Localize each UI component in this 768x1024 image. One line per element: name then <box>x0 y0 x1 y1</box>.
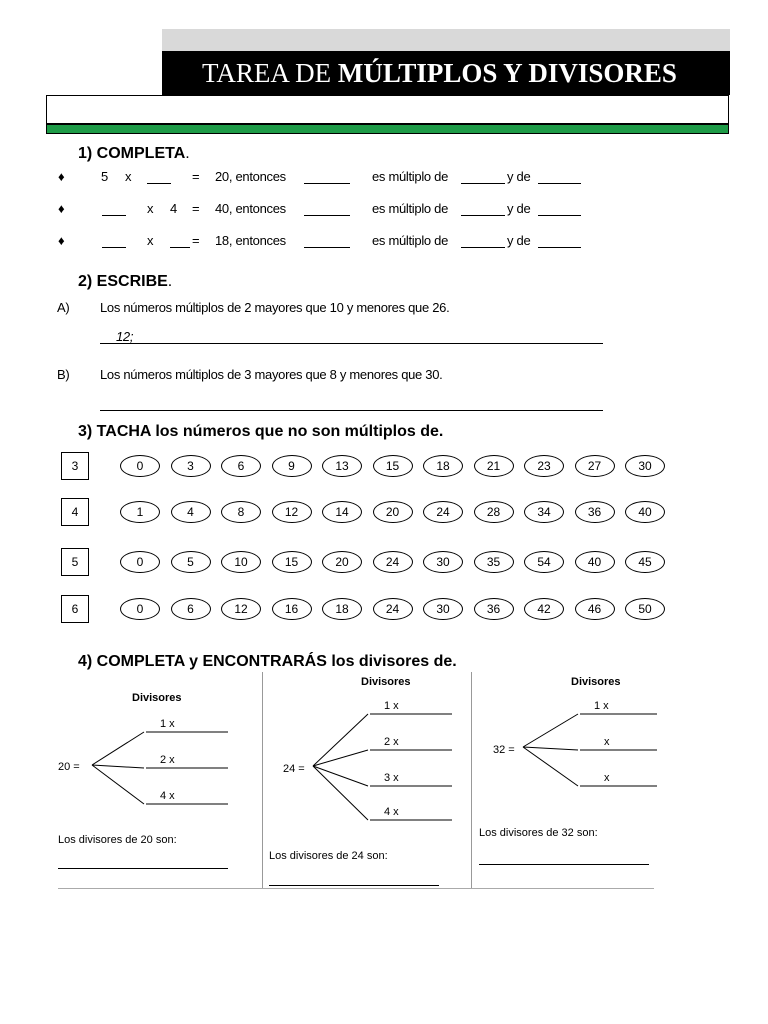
number-oval[interactable]: 24 <box>373 598 413 620</box>
number-oval[interactable]: 12 <box>221 598 261 620</box>
number-oval[interactable]: 46 <box>575 598 615 620</box>
divisors-footer-text: Los divisores de 20 son: <box>58 834 177 846</box>
equals-sign: = <box>192 201 200 216</box>
divisor-factor[interactable]: 4 x <box>160 790 175 802</box>
number-oval[interactable]: 23 <box>524 455 564 477</box>
times-sign: x <box>147 233 154 248</box>
divisors-answer-line[interactable] <box>58 868 228 869</box>
number-oval[interactable]: 9 <box>272 455 312 477</box>
number-oval[interactable]: 30 <box>625 455 665 477</box>
bullet-icon: ♦ <box>58 233 65 248</box>
branch-line <box>313 766 368 786</box>
divisor-factor[interactable]: 4 x <box>384 806 399 818</box>
divisors-answer-line[interactable] <box>269 885 439 886</box>
number-oval[interactable]: 14 <box>322 501 362 523</box>
number-oval[interactable]: 45 <box>625 551 665 573</box>
number-oval[interactable]: 18 <box>423 455 463 477</box>
page-title: TAREA DE MÚLTIPLOS Y DIVISORES <box>162 51 730 95</box>
section-3-title: 3) TACHA los números que no son múltiplos de. <box>78 423 444 440</box>
number-oval[interactable]: 0 <box>120 455 160 477</box>
divisors-heading: Divisores <box>571 676 621 688</box>
divisors-footer-text: Los divisores de 32 son: <box>479 827 598 839</box>
number-oval[interactable]: 13 <box>322 455 362 477</box>
divisors-heading: Divisores <box>361 676 411 688</box>
number-oval[interactable]: 0 <box>120 598 160 620</box>
number-oval[interactable]: 4 <box>171 501 211 523</box>
number-oval[interactable]: 30 <box>423 598 463 620</box>
number-oval[interactable]: 30 <box>423 551 463 573</box>
multiple-of-box: 5 <box>61 548 89 576</box>
divisors-footer-text: Los divisores de 24 son: <box>269 850 388 862</box>
number-oval[interactable]: 42 <box>524 598 564 620</box>
divisor-factor[interactable]: 1 x <box>594 700 609 712</box>
section-1-title: 1) COMPLETA. <box>78 145 190 162</box>
number-oval[interactable]: 24 <box>423 501 463 523</box>
number-oval[interactable]: 54 <box>524 551 564 573</box>
number-oval[interactable]: 20 <box>322 551 362 573</box>
multiple-of-box: 4 <box>61 498 89 526</box>
equals-sign: = <box>192 233 200 248</box>
times-sign: x <box>125 169 132 184</box>
and-of-text: y de <box>507 233 531 248</box>
branch-line <box>523 747 578 750</box>
section-2-title: 2) ESCRIBE. <box>78 273 173 290</box>
bullet-icon: ♦ <box>58 201 65 216</box>
result-text: 20, entonces <box>215 169 286 184</box>
branch-line <box>523 747 578 786</box>
divisors-heading: Divisores <box>132 692 182 704</box>
branch-line <box>313 766 368 820</box>
item-a-text: Los números múltiplos de 2 mayores que 10 y menores que 26. <box>100 300 450 315</box>
number-oval[interactable]: 24 <box>373 551 413 573</box>
branch-line <box>92 732 144 765</box>
number-oval[interactable]: 1 <box>120 501 160 523</box>
number-oval[interactable]: 27 <box>575 455 615 477</box>
multiple-of-text: es múltiplo de <box>372 233 449 248</box>
number-oval[interactable]: 40 <box>575 551 615 573</box>
number-oval[interactable]: 36 <box>575 501 615 523</box>
and-of-text: y de <box>507 169 531 184</box>
number-oval[interactable]: 18 <box>322 598 362 620</box>
divisor-factor[interactable]: 2 x <box>160 754 175 766</box>
number-oval[interactable]: 36 <box>474 598 514 620</box>
and-of-text: y de <box>507 201 531 216</box>
equals-sign: = <box>192 169 200 184</box>
multiple-of-box: 3 <box>61 452 89 480</box>
number-oval[interactable]: 20 <box>373 501 413 523</box>
divisor-factor[interactable]: x <box>604 772 610 784</box>
item-b-text: Los números múltiplos de 3 mayores que 8 y menores que 30. <box>100 367 443 382</box>
item-a-answer: 12; <box>116 329 134 344</box>
factor-b: 4 <box>170 201 177 216</box>
divisor-factor[interactable]: 1 x <box>160 718 175 730</box>
number-oval[interactable]: 3 <box>171 455 211 477</box>
number-oval[interactable]: 16 <box>272 598 312 620</box>
number-label: 32 = <box>493 744 515 756</box>
divisor-factor[interactable]: 2 x <box>384 736 399 748</box>
number-oval[interactable]: 0 <box>120 551 160 573</box>
number-label: 24 = <box>283 763 305 775</box>
divisor-factor[interactable]: x <box>604 736 610 748</box>
result-text: 18, entonces <box>215 233 286 248</box>
number-oval[interactable]: 8 <box>221 501 261 523</box>
bullet-icon: ♦ <box>58 169 65 184</box>
number-oval[interactable]: 34 <box>524 501 564 523</box>
item-b-label: B) <box>57 367 70 382</box>
factor-a: 5 <box>101 169 108 184</box>
number-oval[interactable]: 6 <box>221 455 261 477</box>
multiple-of-box: 6 <box>61 595 89 623</box>
number-oval[interactable]: 35 <box>474 551 514 573</box>
multiple-of-text: es múltiplo de <box>372 201 449 216</box>
number-oval[interactable]: 50 <box>625 598 665 620</box>
number-oval[interactable]: 40 <box>625 501 665 523</box>
number-oval[interactable]: 21 <box>474 455 514 477</box>
section-4-title: 4) COMPLETA y ENCONTRARÁS los divisores de. <box>78 653 457 670</box>
number-oval[interactable]: 12 <box>272 501 312 523</box>
result-text: 40, entonces <box>215 201 286 216</box>
divisor-factor[interactable]: 3 x <box>384 772 399 784</box>
item-a-label: A) <box>57 300 70 315</box>
multiple-of-text: es múltiplo de <box>372 169 449 184</box>
branch-line <box>523 714 578 747</box>
number-label: 20 = <box>58 761 80 773</box>
number-oval[interactable]: 28 <box>474 501 514 523</box>
branch-line <box>92 765 144 768</box>
number-oval[interactable]: 5 <box>171 551 211 573</box>
number-oval[interactable]: 15 <box>373 455 413 477</box>
number-oval[interactable]: 10 <box>221 551 261 573</box>
times-sign: x <box>147 201 154 216</box>
divisors-answer-line[interactable] <box>479 864 649 865</box>
branch-line <box>92 765 144 804</box>
number-oval[interactable]: 15 <box>272 551 312 573</box>
divisor-factor[interactable]: 1 x <box>384 700 399 712</box>
number-oval[interactable]: 6 <box>171 598 211 620</box>
